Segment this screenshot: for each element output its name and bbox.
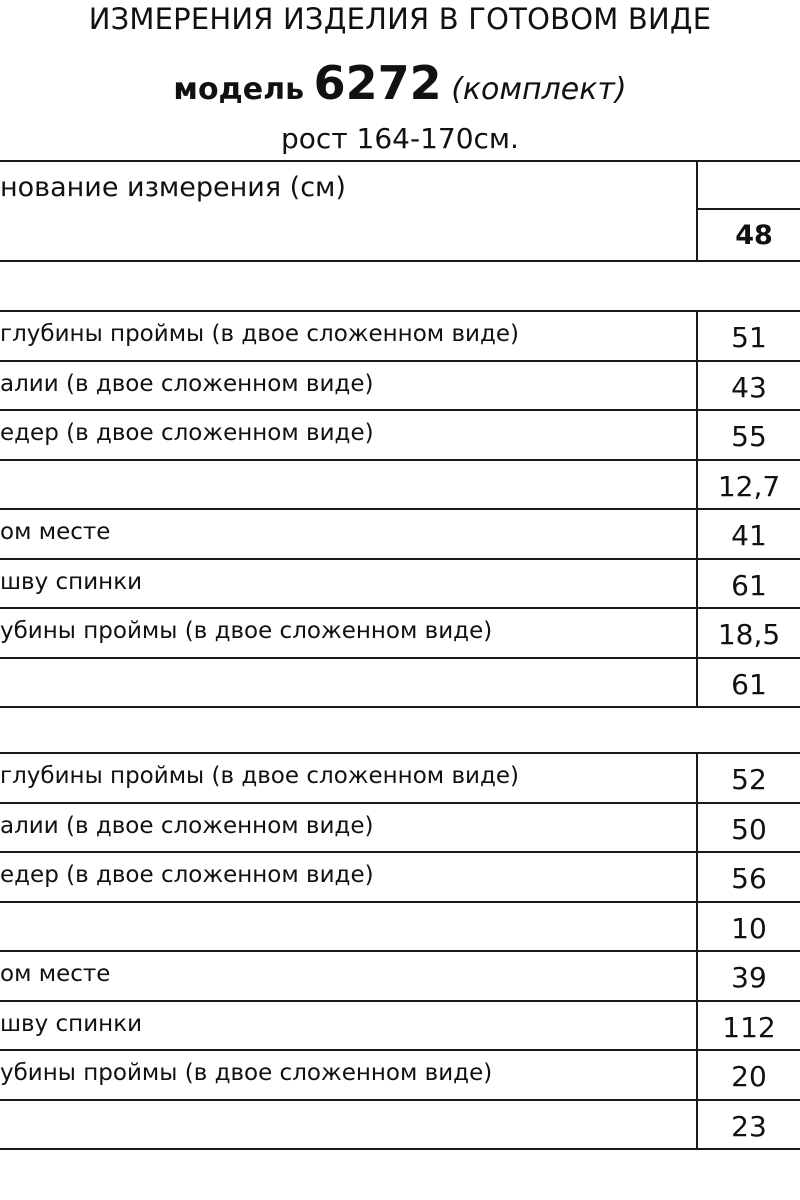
size-header: 48 xyxy=(735,220,773,251)
measurement-label: ом месте xyxy=(0,519,111,545)
row-divider xyxy=(0,851,800,853)
measurement-value: 50 xyxy=(731,812,767,846)
measurement-label: глубины проймы (в двое сложенном виде) xyxy=(0,321,519,347)
measurement-value: 112 xyxy=(722,1010,776,1044)
measurement-value: 61 xyxy=(731,667,767,701)
measurement-value: 41 xyxy=(731,519,767,552)
row-divider xyxy=(0,901,800,903)
row-divider xyxy=(0,409,800,411)
row-divider xyxy=(0,1049,800,1051)
measurement-label: глубины проймы (в двое сложенном виде) xyxy=(0,763,519,789)
measurement-value: 18,5 xyxy=(717,618,781,651)
measurement-name-header: нование измерения (см) xyxy=(0,172,346,203)
section-top-border xyxy=(0,310,800,312)
table-top-border xyxy=(0,160,800,162)
measurement-value: 12,7 xyxy=(717,469,781,503)
row-divider xyxy=(0,802,800,804)
document-title: ИЗМЕРЕНИЯ ИЗДЕЛИЯ В ГОТОВОМ ВИДЕ xyxy=(88,2,712,36)
measurement-value: 39 xyxy=(731,961,767,994)
row-divider xyxy=(0,1099,800,1101)
row-divider xyxy=(0,950,800,952)
measurement-value: 23 xyxy=(731,1109,767,1143)
measurement-label: алии (в двое сложенном виде) xyxy=(0,812,374,839)
model-line xyxy=(0,56,800,110)
row-divider xyxy=(0,657,800,659)
measurement-value: 20 xyxy=(731,1060,767,1093)
model-number: 6272 xyxy=(313,56,442,110)
size-header-divider xyxy=(698,208,800,210)
measurement-label: едер (в двое сложенном виде) xyxy=(0,862,374,888)
header-bottom-border xyxy=(0,260,800,262)
measurement-label: убины проймы (в двое сложенном виде) xyxy=(0,1060,493,1086)
measurement-label: алии (в двое сложенном виде) xyxy=(0,370,374,397)
measurement-value: 61 xyxy=(731,568,767,602)
model-note: (комплект) xyxy=(451,72,627,107)
model-label: модель xyxy=(173,72,305,107)
measurement-label: убины проймы (в двое сложенном виде) xyxy=(0,618,493,644)
measurement-label: шву спинки xyxy=(0,568,143,595)
measurement-label: едер (в двое сложенном виде) xyxy=(0,420,374,446)
row-divider xyxy=(0,508,800,510)
row-divider xyxy=(0,558,800,560)
row-divider xyxy=(0,360,800,362)
row-divider xyxy=(0,459,800,461)
row-divider xyxy=(0,1000,800,1002)
row-divider xyxy=(0,706,800,708)
measurement-value: 51 xyxy=(731,321,767,354)
measurement-label: шву спинки xyxy=(0,1010,143,1037)
section-top-border xyxy=(0,752,800,754)
measurement-value: 52 xyxy=(731,763,767,796)
row-divider xyxy=(0,1148,800,1150)
measurement-value: 43 xyxy=(731,370,767,404)
measurement-value: 10 xyxy=(731,911,767,945)
row-divider xyxy=(0,607,800,609)
measurement-value: 55 xyxy=(731,420,767,453)
height-range: рост 164-170см. xyxy=(281,122,519,155)
measurement-label: ом месте xyxy=(0,961,111,987)
measurement-value: 56 xyxy=(731,862,767,895)
